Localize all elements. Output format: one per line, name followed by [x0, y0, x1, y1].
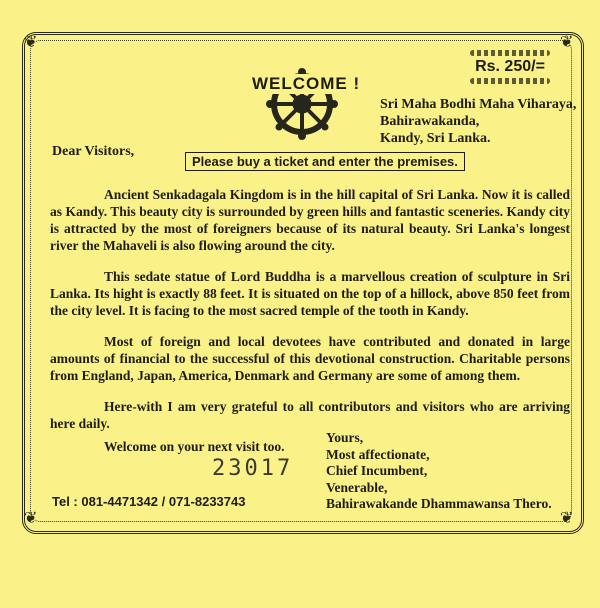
- closing-line: Welcome on your next visit too.: [104, 439, 285, 454]
- signature-line: Most affectionate,: [326, 446, 430, 462]
- corner-ornament-icon: ❦: [24, 508, 38, 527]
- corner-ornament-icon: ❦: [24, 32, 38, 51]
- signature-line: Bahirawakande Dhammawansa Thero.: [326, 496, 552, 511]
- greeting: Dear Visitors,: [52, 144, 135, 159]
- telephone-numbers: Tel : 081-4471342 / 071-8233743: [52, 494, 246, 509]
- corner-ornament-icon: ❦: [560, 32, 574, 51]
- paragraph: Here-with I am very grateful to all contributors and visitors who are arriving here daily.: [50, 399, 570, 431]
- letter-body: [50, 186, 570, 455]
- price-ornament-top: [470, 50, 550, 56]
- corner-ornament-icon: ❦: [560, 508, 574, 527]
- signature-line: Chief Incumbent,: [326, 463, 428, 478]
- dharma-wheel-icon: [266, 60, 338, 144]
- address-line: Kandy, Sri Lanka.: [380, 131, 491, 146]
- paragraph: Ancient Senkadagala Kingdom is in the hill capital of Sri Lanka. Now it is called as Kandy. This beauty city is surrounded by green hills and fantastic sceneries. Kandy city is attracted by the most of foreigners because of its natural beauty. Sri Lanka's longest river the Mahaveli is also flowing around the city.: [50, 187, 570, 253]
- paragraph: This sedate statue of Lord Buddha is a marvellous creation of sculpture in Sri Lanka. Its hight is exactly 88 feet. It is situated on the top of a hillock, above 850 feet from the city level. It is facing to the most sacred temple of the tooth in Kandy.: [50, 269, 570, 318]
- signature-block: [326, 430, 552, 513]
- signature-line: Venerable,: [326, 479, 388, 495]
- ticket-notice: Please buy a ticket and enter the premises.: [185, 152, 465, 171]
- paragraph: Most of foreign and local devotees have contributed and donated in large amounts of financial to the successful of this devotional construction. Charitable persons from England, Japan, America, Denmark and Germany are some of among them.: [50, 334, 570, 383]
- signature-line: Yours,: [326, 430, 364, 445]
- serial-number: 23017: [212, 456, 294, 481]
- address-line: Sri Maha Bodhi Maha Viharaya,: [380, 97, 577, 112]
- price-ornament-bottom: [470, 78, 550, 84]
- price-box: [470, 50, 550, 84]
- address-line: Bahirawakanda,: [380, 114, 480, 129]
- ticket-price: Rs. 250/=: [475, 58, 545, 75]
- temple-address: [380, 96, 576, 147]
- welcome-heading: WELCOME !: [252, 74, 361, 93]
